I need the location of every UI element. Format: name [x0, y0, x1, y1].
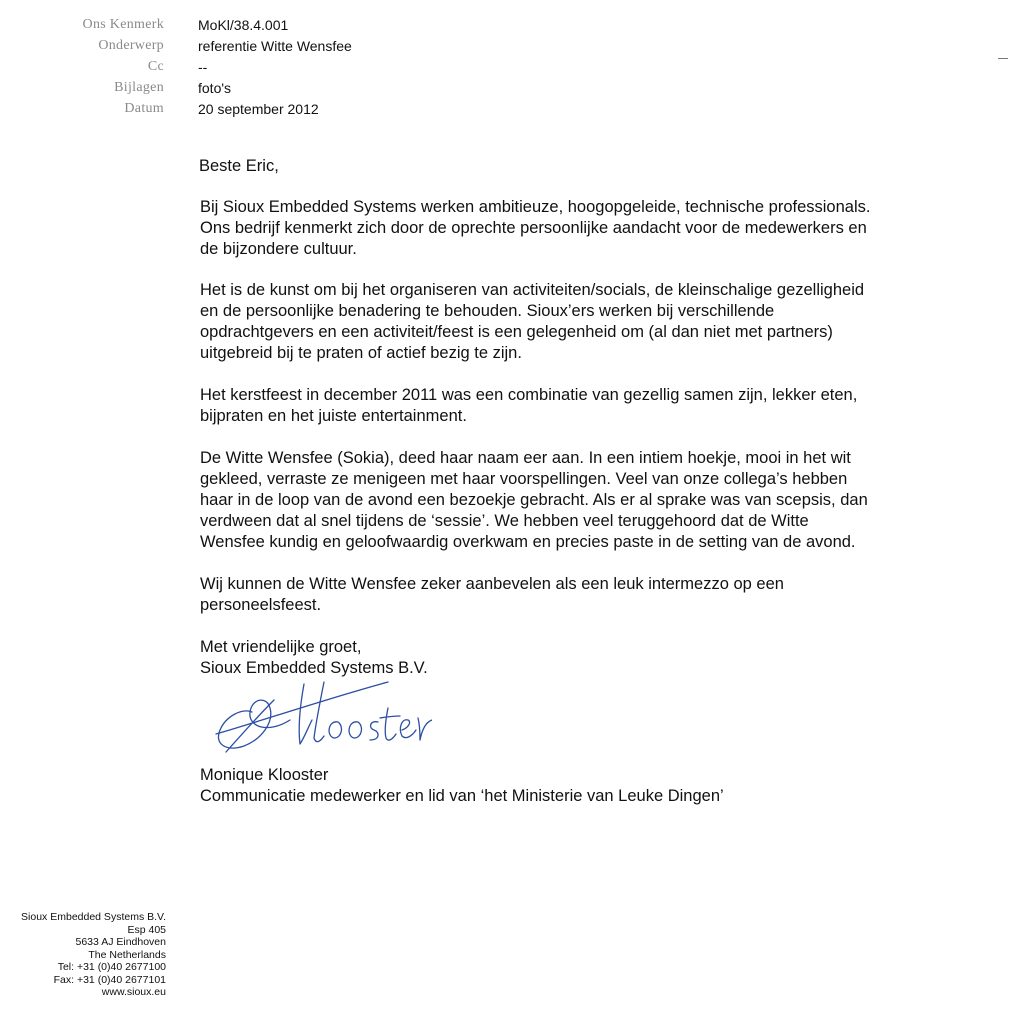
meta-row-onderwerp — [0, 38, 600, 59]
signer-title: Communicatie medewerker en lid van ‘het Ministerie van Leuke Dingen’ — [200, 787, 724, 805]
meta-row-datum — [0, 101, 600, 122]
paragraph-line: Het is de kunst om bij het organiseren van activiteiten/socials, de kleinschalige gezelligheid — [200, 281, 865, 299]
footer-postal-city: 5633 AJ Eindhoven — [75, 936, 166, 948]
paragraph-line: Wensfee kundig en geloofwaardig overkwam en precies paste in de setting van de avond. — [200, 533, 856, 551]
paragraph-line: Bij Sioux Embedded Systems werken ambitieuze, hoogopgeleide, technische professionals. — [200, 198, 871, 216]
meta-label-onderwerp: Onderwerp — [98, 38, 164, 53]
meta-row-cc — [0, 59, 600, 80]
paragraph-line: uitgebreid bij te praten of actief bezig te zijn. — [200, 344, 522, 362]
meta-value-bijlagen: foto's — [198, 80, 232, 96]
paragraph-line: personeelsfeest. — [200, 596, 322, 614]
meta-label-kenmerk: Ons Kenmerk — [82, 17, 164, 32]
signer-block — [200, 765, 960, 807]
company-address-footer — [6, 911, 166, 999]
salutation: Beste Eric, — [199, 157, 279, 175]
meta-label-cc: Cc — [147, 59, 164, 74]
paragraph-activities — [200, 280, 960, 364]
footer-company: Sioux Embedded Systems B.V. — [21, 911, 166, 923]
paragraph-line: bijpraten en het juiste entertainment. — [200, 407, 467, 425]
paragraph-line: verdween dat al snel tijdens de ‘sessie’. We hebben veel teruggehoord dat de Witte — [200, 512, 809, 530]
paragraph-line: opdrachtgevers en een activiteit/feest is een gelegenheid om (al dan niet met partners) — [200, 323, 833, 341]
meta-value-kenmerk: MoKl/38.4.001 — [198, 17, 289, 33]
paragraph-intro — [200, 197, 960, 260]
footer-fax: Fax: +31 (0)40 2677101 — [53, 973, 166, 986]
paragraph-recommendation — [200, 574, 960, 616]
footer-phone: Tel: +31 (0)40 2677100 — [57, 961, 166, 973]
paragraph-line: Wij kunnen de Witte Wensfee zeker aanbevelen als een leuk intermezzo op een — [200, 575, 784, 593]
paragraph-line: Ons bedrijf kenmerkt zich door de oprechte persoonlijke aandacht voor de medewerkers en — [200, 219, 867, 237]
paragraph-kerstfeest — [200, 385, 960, 427]
footer-street: Esp 405 — [127, 923, 166, 936]
footer-country: The Netherlands — [88, 948, 166, 961]
paragraph-line: haar in de loop van de avond een bezoekje gebracht. Als er al sprake was van scepsis, dan — [200, 491, 868, 509]
paragraph-wensfee — [200, 448, 960, 553]
meta-row-bijlagen — [0, 80, 600, 101]
meta-value-datum: 20 september 2012 — [198, 101, 319, 117]
footer-website: www.sioux.eu — [101, 986, 166, 998]
closing-company: Sioux Embedded Systems B.V. — [200, 659, 428, 677]
closing-greeting: Met vriendelijke groet, — [200, 638, 362, 656]
handwritten-signature — [212, 672, 432, 760]
paragraph-line: Het kerstfeest in december 2011 was een combinatie van gezellig samen zijn, lekker eten, — [200, 386, 858, 404]
scan-edge-mark — [998, 58, 1008, 59]
paragraph-line: de bijzondere cultuur. — [200, 240, 357, 258]
meta-label-bijlagen: Bijlagen — [114, 80, 164, 95]
meta-row-kenmerk — [0, 17, 600, 38]
meta-label-datum: Datum — [124, 101, 164, 116]
paragraph-line: gekleed, verraste ze menigeen met haar voorspellingen. Veel van onze collega’s hebben — [200, 470, 848, 488]
meta-value-cc: -- — [198, 59, 208, 75]
paragraph-line: De Witte Wensfee (Sokia), deed haar naam eer aan. In een intiem hoekje, mooi in het wit — [200, 449, 851, 467]
paragraph-line: en de persoonlijke benadering te behouden. Sioux’ers werken bij verschillende — [200, 302, 775, 320]
meta-value-onderwerp: referentie Witte Wensfee — [198, 38, 352, 54]
signer-name: Monique Klooster — [200, 766, 329, 784]
